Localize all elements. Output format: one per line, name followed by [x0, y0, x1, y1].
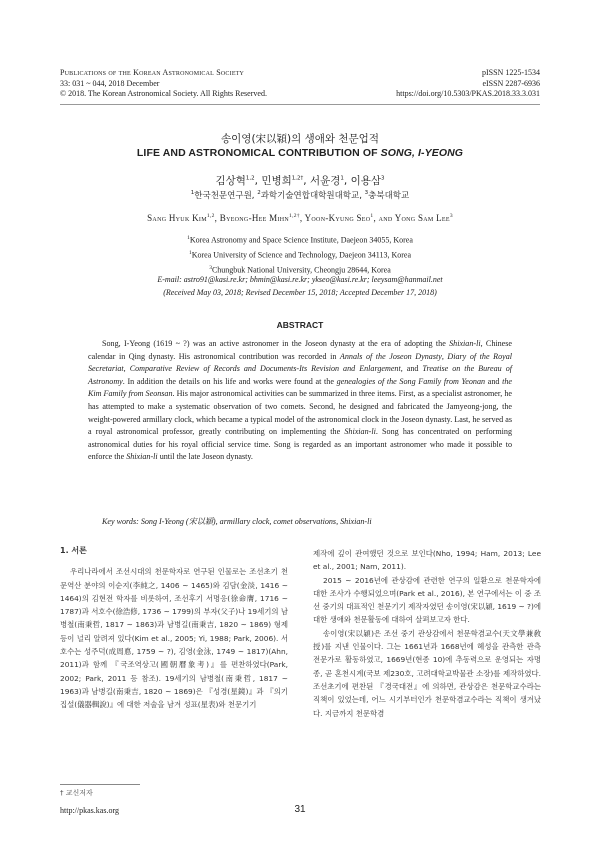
author-ko-4: 이용삼: [350, 175, 382, 187]
author-ko-4-sup: 3: [381, 175, 385, 182]
author-en-and: and: [378, 213, 393, 223]
received-dates: (Received May 03, 2018; Revised December 15, 2018; Accepted December 17, 2018): [163, 287, 437, 297]
footnote-rule: [60, 784, 140, 785]
right-column-paragraph-2: 2015 ~ 2016년에 관상감에 관련한 연구의 일환으로 천문학자에 대한 조사가 수행되었으며(Park et al., 2016), 본 연구에서는 이 중 조선 중기의 대표적인 천문기기 제작자였던 송이영(宋以穎, 1619 ~ ?)에 대한 생애와 천문활동에 대하여 살펴보고자 한다.: [313, 575, 541, 625]
abstract-run: and: [485, 376, 503, 386]
affil-ko-2: 과학기술연합대학원대학교: [260, 191, 360, 201]
author-ko-3-sup: 1: [340, 175, 344, 182]
title-english-main: LIFE AND ASTRONOMICAL CONTRIBUTION OF: [136, 147, 381, 159]
copyright-line: © 2018. The Korean Astronomical Society. All Rights Reserved.: [60, 89, 267, 98]
author-ko-2: 민병희: [261, 175, 292, 187]
abstract-run: Diary of the Royal Secretariat: [88, 351, 512, 374]
abstract-run: . In addition the details on his life and works were found at the: [122, 376, 337, 386]
left-column: [60, 544, 288, 712]
author-en-1-sup: 1,2: [206, 213, 215, 219]
abstract-run: , Chinese calendar in Qing dynasty. His astronomical contribution was recorded in: [88, 339, 512, 361]
header-rule: [60, 104, 540, 105]
affiliations-korean: $^1$한국천문연구원, $^2$과학기술연합대학원대학교, $^3$충북대학교: [190, 190, 410, 201]
affil-en-2: [40, 247, 560, 262]
right-column-paragraph-3: 송이영(宋以穎)은 조선 중기 관상감에서 천문학겸교수(天文學兼敎授)를 지낸 인물이다. 그는 1661년과 1668년에 혜성을 관측한 관측 전문가로 활동하였고, 1669년(현종 10)에 추동력으로 운영되는 자명종, 곧 혼천시계(국보 제230호, 고려대학교박물관 소장)를 제작하였다. 조선초기에 편찬된 『경국대전』에 의하면, 관상감은 천문학교수라는 직책이 있었는데, 어느 시기부터인가 천문학겸교수라는 직책이 생겨났다. 지금까지 천문학겸: [313, 628, 541, 718]
abstract-run: genealogies of the Song Family from Yeonan: [336, 376, 486, 386]
author-en-3: Yoon-Kyung Seo: [304, 213, 371, 223]
affil-ko-3-sup: 3: [364, 190, 369, 197]
affil-en-3-text: Chungbuk National University, Cheongju 28644, Korea: [211, 265, 391, 275]
author-ko-1: 김상혁: [215, 175, 246, 187]
volume-line: 33: 031 ~ 044, 2018 December: [60, 78, 160, 88]
abstract-run: Shixian-li: [126, 452, 158, 462]
eissn: eISSN 2287-6936: [482, 78, 540, 88]
page-number: 31: [294, 804, 306, 815]
author-en-2: Byeong-Hee Mihn: [219, 213, 290, 223]
abstract-run: Annals of the Joseon Dynasty: [339, 351, 442, 361]
abstract-run: the Kim Family from Seonsan: [88, 376, 512, 399]
contact-block: [40, 274, 560, 299]
affil-en-1: [40, 232, 560, 247]
header-left: [60, 68, 267, 100]
abstract-run: ,: [123, 364, 130, 374]
author-en-3-sup: 1: [370, 213, 374, 219]
affil-en-1-sup: 1: [187, 235, 190, 241]
abstract-body: [88, 338, 512, 464]
header-right: [396, 68, 540, 100]
doi-link[interactable]: https://doi.org/10.5303/PKAS.2018.33.3.031: [396, 89, 540, 98]
abstract-title: ABSTRACT: [276, 320, 324, 330]
title-korean: 송이영(宋以穎)의 생애와 천문업적: [221, 133, 379, 145]
email-list: E-mail: astro91@kasi.re.kr; bhmin@kasi.re.kr; ykseo@kasi.re.kr; leeysam@hanmail.net: [157, 275, 443, 284]
abstract-run: Shixian-li: [449, 339, 481, 348]
affil-en-1-text: Korea Astronomy and Space Science Institute, Daejeon 34055, Korea: [189, 235, 413, 245]
title-english-italic: SONG, I-YEONG: [380, 147, 464, 159]
author-en-1: Sang Hyuk Kim: [147, 213, 207, 223]
abstract-run: Shixian-li: [344, 427, 376, 437]
abstract-run: Comparative Review of Records and Documents-Its Revision and Enlargement: [129, 364, 401, 374]
abstract-run: until the late Joseon dynasty.: [157, 452, 253, 462]
left-column-paragraph: 우리나라에서 조선시대의 천문학자로 연구된 인물로는 조선초기 천문역산 분야의 이순지(李純之, 1406 ~ 1465)와 김담(金淡, 1416 ~ 1464)의 김현전 학자를 비롯하여, 조선후기 서명응(徐命膺, 1716 ~ 1787)과 서호수(徐浩修, 1736 ~ 1799)의 부자(父子)나 19세기의 남병철(南秉哲, 1817 ~ 1863)과 남병길(南秉吉, 1820 ~ 1869) 형제 등이 널리 알려져 있다(Kim et al., 2005; Yi, 1988; Park, 2006). 서호수는 성주덕(成周悳, 1759 ~ ?), 김영(金泳, 1749 ~ 1817)(Ahn, 2011)과 함께 『국조역상고(國朝曆象考)』를 편찬하였다(Park, 2002; Park, 2011 등 참조). 19세기의 남병철(南秉哲, 1817 ~ 1963)과 남병길(南秉吉, 1820 ~ 1869)은 『성경(星鏡)』과 『의기집설(儀器輯說)』에 대한 저술을 남겨 성표(星表)와 천문기기: [60, 567, 288, 710]
abstract-run: , and: [400, 364, 423, 374]
affil-ko-3: 충북대학교: [368, 191, 410, 201]
abstract-run: Song, I-Yeong (1619 ~ ?) was an active astronomer in the Joseon dynasty at the era of adopting the: [102, 339, 450, 348]
section-heading-introduction: 1. 서론: [60, 546, 87, 555]
pissn: pISSN 1225-1534: [481, 68, 540, 77]
author-en-4: Yong Sam Lee: [394, 213, 450, 223]
abstract-run: . Song has concentrated on performing astronomical duties for his royal official service time. Song is regarded as an important astronomer who made it possible to enforce the: [88, 427, 512, 462]
journal-url[interactable]: http://pkas.kas.org: [60, 806, 119, 815]
affil-en-2-text: Korea University of Science and Technology, Daejeon 34113, Korea: [191, 250, 412, 260]
abstract-run: . His major astronomical activities can be summarized in three items. First, as a specialist astronomer, he has attempted to make a systematic observation of two comets. Second, he designed and fabricated the Jamyeong-jong, the weight-powered armillary clock, which became a typical model of the astronomical clock in the Joseon dynasty. Last, he served as a royal astronomical professor, greatly contributing on implementing the: [88, 389, 512, 437]
affil-en-2-sup: 1: [188, 250, 192, 257]
affil-ko-1-sup: 1: [190, 190, 195, 197]
affiliations-english: [40, 232, 560, 277]
footnote-corresponding: † 교신저자: [60, 789, 93, 797]
abstract-run: ,: [441, 351, 448, 361]
affil-ko-2-sup: 2: [257, 190, 261, 197]
right-column: [313, 547, 541, 720]
authors-korean: 김상혁$^{1,2}$, 민병희$^{1,2\dagger}$, 서윤경$^1$, 이용삼$^3$: [215, 175, 385, 187]
author-en-4-sup: 3: [449, 213, 453, 219]
journal-name: Publications of the Korean Astronomical Society: [60, 68, 245, 77]
title-english: [40, 147, 560, 159]
keywords: Key words: Song I-Yeong (宋以穎), armillary clock, comet observations, Shixian-li: [102, 517, 372, 526]
authors-english: Sang Hyuk Kim$^{1,2}$, Byeong-Hee Mihn$^{1,2\dagger}$, Yoon-Kyung Seo$^1$, and Yong Sam Lee$^3$: [147, 213, 453, 223]
abstract-run: Treatise on the Bureau of Astronomy: [88, 364, 513, 386]
affil-ko-1: 한국천문연구원: [194, 191, 252, 201]
author-ko-2-sup: 1,2†: [291, 175, 304, 182]
right-column-paragraph-1: 제작에 깊이 관여했던 것으로 보인다(Nho, 1994; Ham, 2013; Lee et al., 2001; Nam, 2011).: [313, 549, 541, 572]
author-ko-1-sup: 1,2: [245, 175, 255, 182]
affil-en-3-sup: 3: [209, 265, 212, 272]
author-en-2-sup: 1,2†: [289, 213, 300, 219]
author-ko-3: 서윤경: [309, 175, 341, 187]
